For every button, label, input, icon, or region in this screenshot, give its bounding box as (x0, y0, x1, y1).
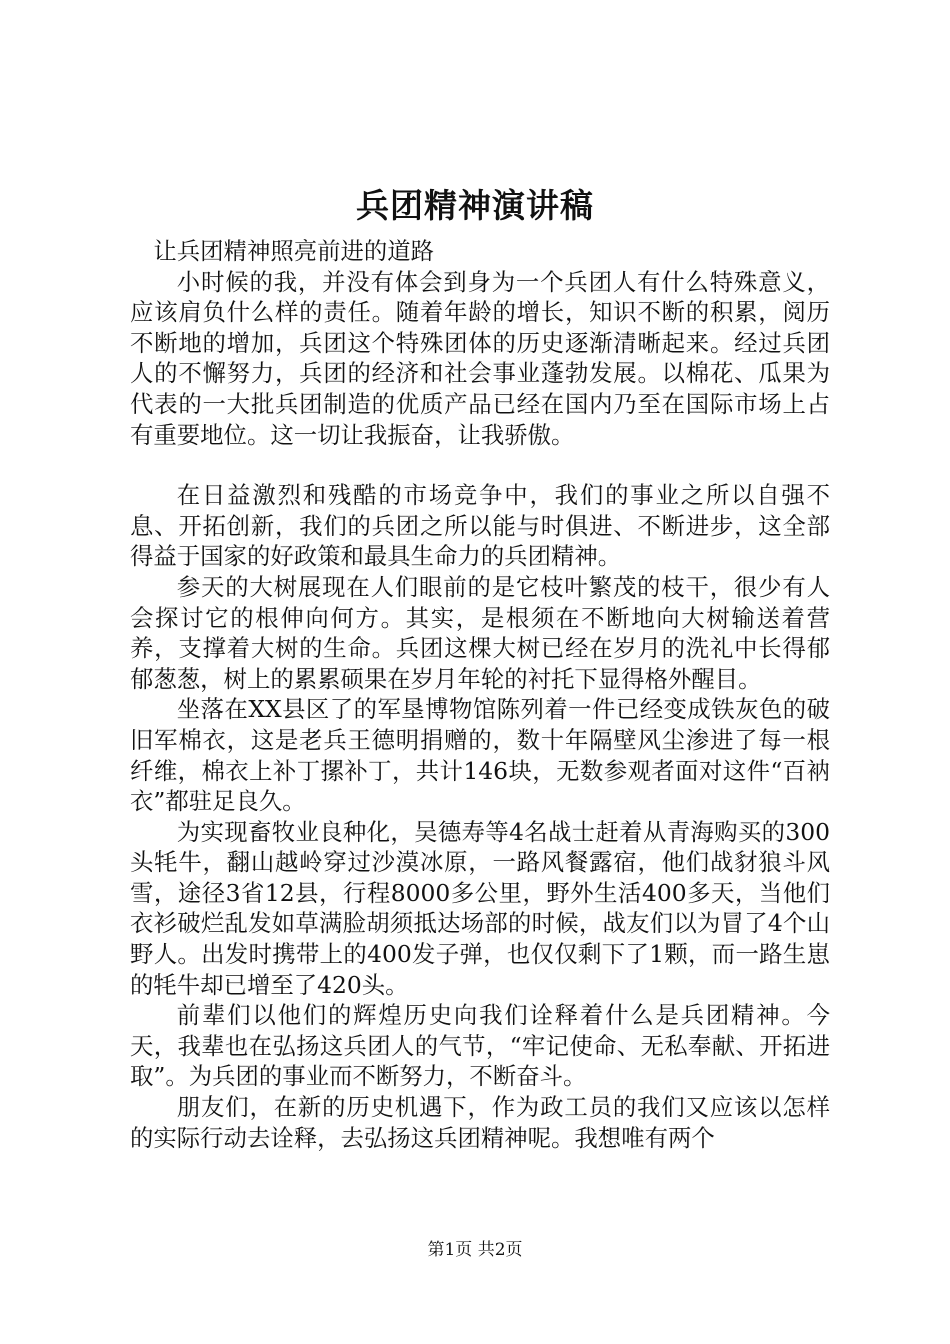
paragraph-yaks: 为实现畜牧业良种化，吴德寿等4名战士赶着从青海购买的300头牦牛，翻山越岭穿过沙漠冰原，一路风餐露宿，他们战豺狼斗风雪，途径3省12县，行程8000多公里，野外生活400多天，当他们衣衫破烂乱发如草满脸胡须抵达场部的时候，战友们以为冒了4个山野人。出发时携带上的400发子弹，也仅仅剩下了1颗，而一路生崽的牦牛却已增至了420头。 (130, 817, 830, 999)
document-body (130, 236, 830, 1153)
paragraph-museum: 坐落在XX县区了的军垦博物馆陈列着一件已经变成铁灰色的破旧军棉衣，这是老兵王德明捐赠的，数十年隔壁风尘渗进了每一根纤维，棉衣上补丁摞补丁，共计146块，无数参观者面对这件“百衲衣”都驻足良久。 (130, 695, 830, 816)
paragraph-friends: 朋友们，在新的历史机遇下，作为政工员的我们又应该以怎样的实际行动去诠释，去弘扬这兵团精神呢。我想唯有两个 (130, 1093, 830, 1152)
paragraph-tree: 参天的大树展现在人们眼前的是它枝叶繁茂的枝干，很少有人会探讨它的根伸向何方。其实，是根须在不断地向大树输送着营养，支撑着大树的生命。兵团这棵大树已经在岁月的洗礼中长得郁郁葱葱，树上的累累硕果在岁月年轮的衬托下显得格外醒目。 (130, 572, 830, 693)
paragraph-predecessors: 前辈们以他们的辉煌历史向我们诠释着什么是兵团精神。今天，我辈也在弘扬这兵团人的气节，“牢记使命、无私奉献、开拓进取”。为兵团的事业而不断努力，不断奋斗。 (130, 1001, 830, 1091)
document-subtitle: 让兵团精神照亮前进的道路 (153, 237, 435, 265)
paragraph-competition: 在日益激烈和残酷的市场竞争中，我们的事业之所以自强不息、开拓创新，我们的兵团之所以能与时俱进、不断进步，这全部得益于国家的好政策和最具生命力的兵团精神。 (130, 481, 830, 571)
document-title: 兵团精神演讲稿 (356, 186, 594, 225)
page-number-footer: 第1页 共2页 (427, 1240, 523, 1260)
paragraph-childhood: 小时候的我，并没有体会到身为一个兵团人有什么特殊意义，应该肩负什么样的责任。随着年龄的增长，知识不断的积累，阅历不断地的增加，兵团这个特殊团体的历史逐渐清晰起来。经过兵团人的不懈努力，兵团的经济和社会事业蓬勃发展。以棉花、瓜果为代表的一大批兵团制造的优质产品已经在国内乃至在国际市场上占有重要地位。这一切让我振奋，让我骄傲。 (130, 267, 830, 449)
